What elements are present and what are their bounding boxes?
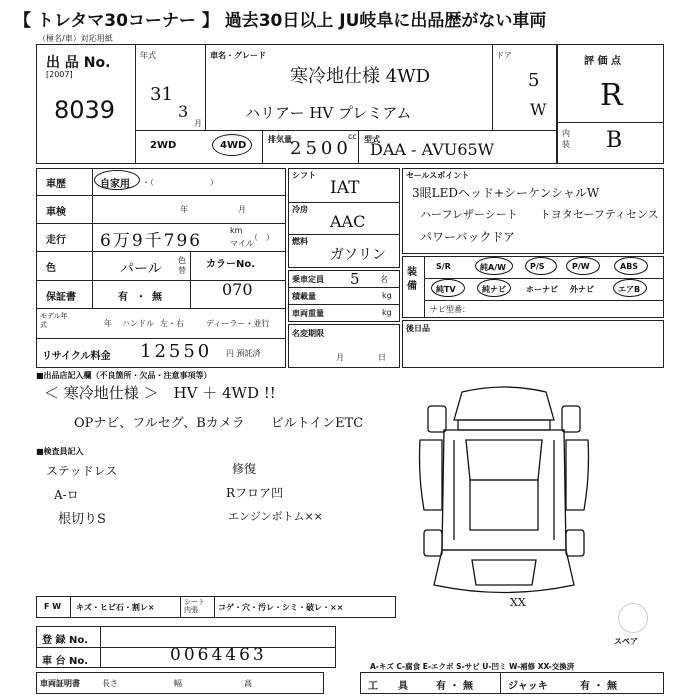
interior-value: B	[606, 128, 623, 153]
inspector-right-3: エンジンボトム××	[228, 510, 323, 523]
equip-aw-circle	[475, 257, 513, 275]
history-dot: ・（ ）	[142, 178, 218, 187]
cert-width: 幅	[174, 679, 182, 688]
recycle-unit: 円 預託済	[226, 349, 261, 358]
sales-line-2: ハーフレザーシート トヨタセーフティセンス	[420, 208, 659, 221]
history-value: 自家用	[100, 179, 130, 190]
recycle-label: リサイクル料金	[42, 351, 111, 362]
inspection-month: 月	[238, 205, 246, 214]
equip-outnavi: 外ナビ	[570, 285, 594, 294]
shift-value: IAT	[330, 178, 360, 198]
type-value: DAA - AVU65W	[370, 140, 495, 159]
year-value: 31	[150, 84, 173, 105]
color-code: 070	[222, 280, 253, 299]
accessories-section	[402, 320, 664, 368]
lot-label: 出 品 No.	[46, 55, 111, 71]
cert-length: 長さ	[102, 679, 118, 688]
cert-height: 高	[244, 679, 252, 688]
inspection-year: 年	[180, 205, 188, 214]
mileage-value: 6万9千796	[100, 231, 203, 251]
navi-model: ナビ型番：	[430, 305, 470, 314]
jack-label: ジャッキ	[508, 681, 548, 692]
name-change-day: 日	[378, 353, 386, 362]
equip-airbag: エアB	[618, 285, 641, 294]
equip-navi: 純ナビ	[482, 285, 506, 294]
model-year-label: モデル年式	[40, 312, 68, 329]
model-year-unit: 年	[104, 319, 112, 328]
history-label: 車歴	[46, 179, 66, 190]
inspector-left-2: A-ロ	[54, 488, 79, 502]
model-label: 車名・グレード	[210, 51, 266, 60]
doors-label: ドア	[496, 51, 512, 60]
equip-navi-circle	[477, 279, 511, 297]
aircon-label: 冷房	[292, 205, 308, 214]
score-label: 評 価 点	[584, 56, 621, 67]
mileage-km: km	[230, 226, 243, 235]
fw-label: F W	[44, 602, 62, 611]
inspector-right-1: 修復	[232, 462, 257, 476]
doors-type: W	[530, 100, 547, 119]
equip-tv: 純TV	[436, 285, 456, 294]
equip-pw: P/W	[572, 262, 590, 271]
weight-label: 車両重量	[292, 309, 324, 318]
year-month: 3	[178, 102, 189, 121]
banner-text: 【 トレタマ30コーナー 】 過去30日以上 JU岐阜に出品歴がない車両	[14, 11, 547, 31]
capacity-unit: 名	[380, 275, 388, 284]
color-code-label: カラーNo.	[206, 259, 256, 270]
displacement-value: 2500	[290, 138, 352, 159]
lot-sub: [2007]	[46, 70, 73, 79]
aircon-value: AAC	[330, 212, 366, 231]
doors-value: 5	[528, 70, 540, 91]
inspector-label: ■検査員記入	[36, 447, 84, 456]
handle-label: ハンドル	[122, 319, 154, 328]
displacement-unit: cc	[348, 132, 357, 141]
equipment-label: 装備	[407, 267, 417, 292]
equip-airbag-circle	[613, 279, 647, 297]
displacement-label: 排気量	[268, 135, 292, 144]
model-name: 寒冷地仕様 4WD	[290, 66, 431, 87]
cert-label: 車両証明書	[40, 679, 80, 688]
equip-hnavi: ホーナビ	[526, 285, 558, 294]
warranty-label: 保証書	[46, 292, 76, 303]
color-label: 色	[46, 263, 56, 274]
damage-legend: A-キズ C-腐食 E-エクボ S-サビ U-凹ミ W-補修 XX-交換済	[370, 662, 575, 671]
fw-text: キズ・ヒビ石・割レ×	[76, 603, 155, 612]
tools-value: 有 ・ 無	[436, 681, 473, 692]
warranty-yes: 有	[118, 292, 128, 303]
inspector-left-3: 根切りS	[58, 512, 106, 527]
weight-unit: kg	[382, 308, 392, 317]
notes-line-2: OPナビ、フルセグ、Bカメラ ビルトインETC	[74, 416, 364, 431]
tools-label: 工 具	[368, 681, 408, 692]
year-label: 年式	[140, 51, 156, 60]
equip-sr: S/R	[436, 262, 451, 271]
car-damage-diagram	[414, 380, 594, 620]
inspector-right-2: Rフロア凹	[226, 486, 284, 500]
accessories-label: 後日品	[406, 324, 430, 333]
registration-label: 登 録 No.	[42, 635, 89, 646]
inspection-label: 車検	[46, 207, 66, 218]
warranty-no: 無	[152, 292, 162, 303]
history-circle	[94, 170, 140, 190]
notes-label: ■出品店記入欄（不良箇所・欠品・注意事項等）	[36, 371, 212, 380]
name-change-label: 名変期限	[292, 329, 324, 338]
lot-number: 8039	[54, 96, 116, 124]
equip-abs-circle	[614, 257, 648, 275]
model-grade: ハリアー HV プレミアム	[245, 104, 412, 122]
recycle-value: 12550	[140, 341, 213, 362]
title-banner	[0, 0, 700, 34]
chassis-label: 車 台 No.	[42, 656, 89, 667]
color-side-label: 色替	[178, 256, 186, 275]
mileage-mile: マイル	[230, 239, 254, 248]
sales-line-3: パワーバックドア	[420, 230, 516, 244]
fuel-value: ガソリン	[330, 247, 386, 263]
spare-label: スペア	[614, 637, 638, 646]
equip-tv-circle	[431, 279, 465, 297]
header-small: （極名/車）対応用紙	[38, 34, 113, 43]
load-label: 積載量	[292, 292, 316, 301]
capacity-value: 5	[350, 270, 360, 288]
drive-4wd-circle	[212, 134, 252, 156]
mileage-label: 走行	[46, 235, 66, 246]
sales-line-1: 3眼LEDヘッド+シーケンシャルW	[412, 186, 600, 200]
notes-line-1: ＜ 寒冷地仕様 ＞ HV ＋ 4WD !!	[44, 384, 276, 402]
diagram-rear-mark: XX	[510, 596, 526, 609]
seat-text: コゲ・穴・汚レ・シミ・破レ・××	[218, 603, 344, 612]
chassis-value: 0064463	[170, 645, 267, 665]
score-value: R	[600, 78, 623, 113]
shift-label: シフト	[292, 171, 316, 180]
equip-ps-circle	[525, 257, 557, 275]
drive-2wd: 2WD	[150, 140, 177, 151]
dealer-label: ディーラー・並行	[206, 319, 270, 328]
handle-value: 左・右	[160, 319, 184, 328]
fuel-label: 燃料	[292, 237, 308, 246]
type-label: 型式	[364, 135, 380, 144]
equip-pw-circle	[566, 257, 600, 275]
year-month-unit: 月	[194, 119, 202, 128]
sales-point-label: セールスポイント	[406, 171, 470, 180]
inspector-left-1: ステッドレス	[46, 464, 118, 478]
equip-abs: ABS	[620, 262, 639, 271]
load-unit: kg	[382, 291, 392, 300]
mileage-paren: （ ）	[250, 233, 274, 242]
interior-label: 内 装	[562, 129, 570, 149]
equip-aw: 純A/W	[480, 263, 506, 272]
name-change-month: 月	[336, 353, 344, 362]
color-value: パール	[120, 261, 162, 277]
equip-ps: P/S	[530, 262, 545, 271]
seat-label: シート内張	[184, 598, 205, 614]
warranty-sep: ・	[136, 292, 146, 303]
capacity-label: 乗車定員	[292, 275, 324, 284]
drive-4wd: 4WD	[220, 140, 247, 151]
spare-tire-icon	[618, 603, 648, 633]
jack-value: 有 ・ 無	[580, 681, 617, 692]
